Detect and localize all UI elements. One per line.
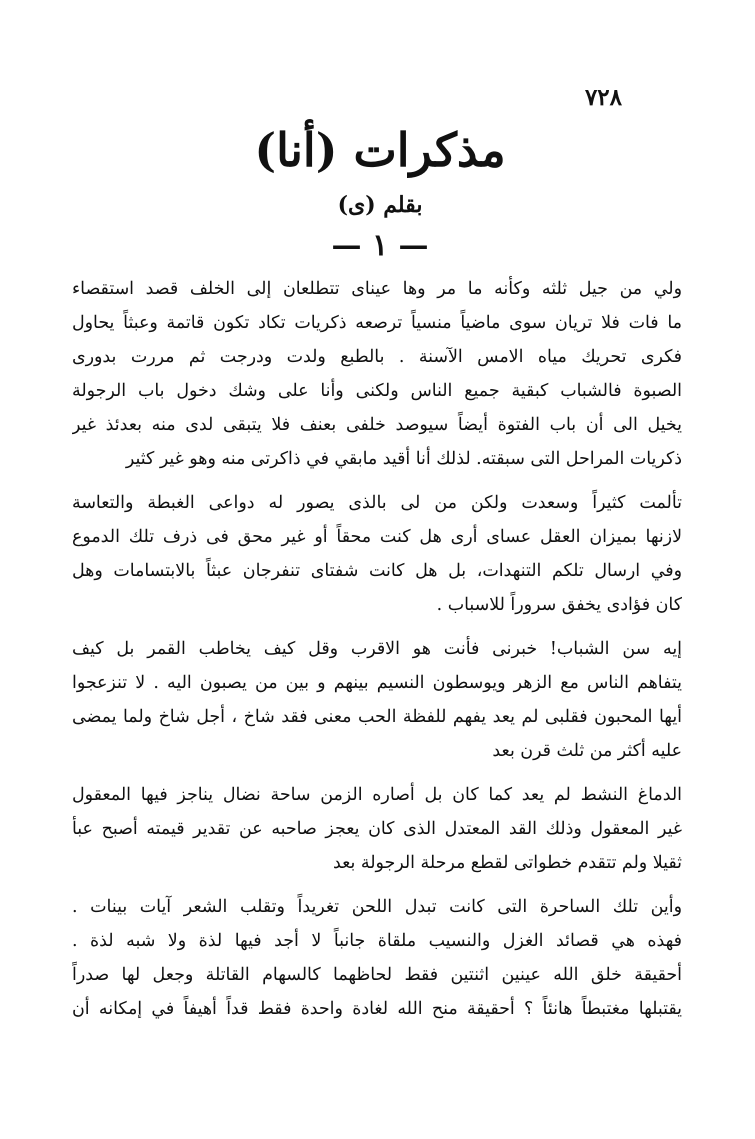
- text-line: أحقيقة خلق الله عينين اثنتين فقط لحاظهما كالسهام القاتلة وجعل لها صدراً: [72, 965, 682, 985]
- text-line: يقتبلها مغتبطاً هانئاً ؟ أحقيقة منح الله لغادة واحدة فقط قداً أهيفاً في إمكانه أن: [72, 999, 682, 1019]
- text-line: فهذه هي قصائد الغزل والنسيب ملقاة جانباً لا أجد فيها لذة ولا شبه لذة .: [72, 931, 682, 951]
- page-number: ٧٢٨: [584, 84, 622, 111]
- text-line: إيه سن الشباب! خبرنى فأنت هو الاقرب وقل كيف يخاطب القمر بل كيف: [72, 639, 682, 659]
- text-line: فكرى تحريك مياه الامس الآسنة . بالطبع ولدت ودرجت ثم مررت بدورى: [72, 347, 682, 367]
- text-line: ذكريات المراحل التى سبقته. لذلك أنا أقيد مابقي في ذاكرتى منه وهو غير كثير: [125, 449, 682, 469]
- text-line: عليه أكثر من ثلث قرن بعد: [492, 741, 682, 761]
- text-line: الدماغ النشط لم يعد كما كان بل أصاره الزمن ساحة نضال يناجز فيها المعقول: [72, 785, 682, 805]
- paragraph-gap: [72, 622, 682, 632]
- text-line: كان فؤادى يخفق سروراً للاسباب .: [436, 595, 682, 615]
- paragraph: [72, 272, 682, 476]
- paragraph: [72, 632, 682, 768]
- text-line: لازنها بميزان العقل عساى أرى هل كنت محقاً أو غير محق فى ذرف تلك الدموع: [72, 527, 682, 547]
- text-line: يتفاهم الناس مع الزهر ويوسطون النسيم بينهم و بين من يصبون اليه . لا تنزعجوا: [72, 673, 682, 693]
- article-body: [72, 272, 682, 1026]
- article-title: مذكرات (أنا): [254, 123, 506, 177]
- article-byline: بقلم (ى): [337, 192, 423, 218]
- text-line: وأين تلك الساحرة التى كانت تبدل اللحن تغريداً وتقلب الشعر آيات بينات .: [72, 897, 682, 917]
- section-number: — ١ —: [331, 228, 429, 263]
- text-line: تألمت كثيراً وسعدت ولكن من لى بالذى يصور له دواعى الغبطة والتعاسة: [72, 493, 682, 513]
- text-line: أيها المحبون فقلبى لم يعد يفهم للفظة الحب معنى فقد شاخ ، أجل شاخ ولما يمضى: [72, 707, 682, 727]
- paragraph: [72, 778, 682, 880]
- text-line: ما فات فلا تريان سوى ماضياً منسياً ترصعه ذكريات تكاد تكون قاتمة وعبثاً يحاول: [72, 313, 682, 333]
- paragraph-gap: [72, 768, 682, 778]
- paragraph: [72, 486, 682, 622]
- text-line: ولي من جيل ثلثه وكأنه ما مر وها عيناى تتطلعان إلى الخلف قصد استقصاء: [72, 279, 682, 299]
- paragraph-gap: [72, 476, 682, 486]
- text-line: وفي ارسال تلكم التنهدات، بل هل كانت شفتاى تنفرجان عبثاً بالابتسامات وهل: [72, 561, 682, 581]
- text-line: الصبوة فالشباب كبقية جميع الناس ولكنى وأنا على وشك دخول باب الرجولة: [72, 381, 682, 401]
- paragraph-gap: [72, 880, 682, 890]
- paragraph: [72, 890, 682, 1026]
- text-line: ثقيلا ولم تتقدم خطواتى لقطع مرحلة الرجولة بعد: [333, 853, 682, 873]
- text-line: يخيل الى أن باب الفتوة أيضاً سيوصد خلفى بعنف فلا يتبقى لدى منه بعدئذ غير: [72, 415, 682, 435]
- text-line: غير المعقول وذلك القد المعتدل الذى كان يعجز صاحبه عن تقدير قيمته أصبح عبأ: [72, 819, 682, 839]
